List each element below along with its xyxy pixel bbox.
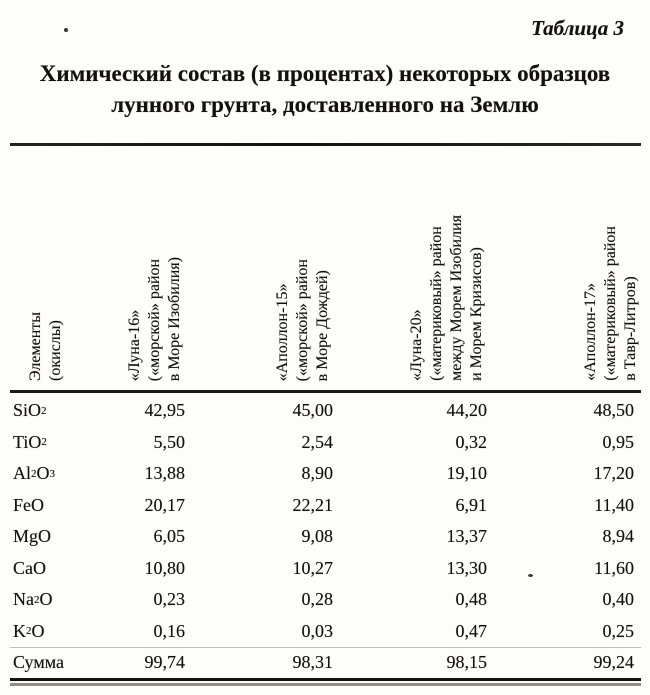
value-cell: 0,03 (301, 620, 333, 641)
table-bottom-rule-shadow (10, 683, 641, 686)
value-cell: 20,17 (144, 494, 185, 515)
value-cell: 9,08 (301, 526, 333, 547)
value-cell: 10,80 (144, 557, 185, 578)
document-title-line1: Химический состав (в процентах) некоторых образцов (39, 61, 611, 86)
rotated-header-text: «Аполлон-17» («материковый» район в Тавр-Литров) (582, 226, 639, 381)
element-formula: K 2 O (13, 620, 45, 641)
table-body (10, 393, 641, 647)
total-value-cell: 98,31 (292, 652, 333, 672)
table-row (10, 427, 641, 459)
total-value-cell: 98,15 (446, 652, 487, 672)
column-header-1 (110, 146, 185, 390)
element-formula: MgO (13, 526, 52, 547)
value-cell: 13,88 (144, 463, 185, 484)
total-value-cell: 99,74 (144, 652, 185, 672)
element-formula: Na 2 O (13, 589, 53, 610)
column-header-4 (487, 146, 641, 390)
document-title (8, 58, 642, 120)
value-cell: 19,10 (446, 463, 487, 484)
total-row (10, 648, 641, 677)
value-cell: 22,21 (292, 494, 333, 515)
value-cell: 0,23 (153, 589, 185, 610)
value-cell: 5,50 (153, 431, 185, 452)
column-header-3 (333, 146, 487, 390)
rotated-header-text: «Луна-16» («морской» район в Море Изобилия) (126, 256, 183, 381)
table-row (10, 458, 641, 490)
table-row (10, 395, 641, 427)
table-header-row (10, 146, 641, 393)
total-label: Сумма (13, 652, 64, 672)
value-cell: 0,28 (301, 589, 333, 610)
column-header-elements (10, 146, 110, 390)
table-row (10, 584, 641, 616)
value-cell: 0,95 (602, 431, 634, 452)
value-cell: 11,60 (594, 557, 634, 578)
value-cell: 44,20 (446, 400, 487, 421)
value-cell: 0,25 (602, 620, 634, 641)
rotated-header-text: Элементы (окислы) (27, 312, 64, 381)
document-title-line2: лунного грунта, доставленного на Землю (111, 92, 539, 118)
element-formula: CaO (13, 557, 46, 578)
value-cell: 0,47 (455, 620, 487, 641)
chemical-composition-table (10, 143, 641, 686)
value-cell: 6,91 (455, 494, 487, 515)
rotated-header-text: «Луна-20» («материковый» район между Морем Изобилия и Морем Кризисов) (408, 215, 485, 381)
table-row (10, 521, 641, 553)
value-cell: 45,00 (292, 400, 333, 421)
table-row (10, 616, 641, 648)
value-cell: 0,48 (455, 589, 487, 610)
value-cell: 48,50 (593, 400, 634, 421)
value-cell: 42,95 (144, 400, 185, 421)
total-value-cell: 99,24 (593, 652, 634, 672)
column-header-2 (185, 146, 333, 390)
value-cell: 6,05 (153, 526, 185, 547)
element-formula: TiO 2 (13, 431, 47, 452)
value-cell: 10,27 (292, 557, 333, 578)
table-row (10, 553, 641, 585)
table-bottom-rule (10, 678, 641, 681)
value-cell: 17,20 (593, 463, 634, 484)
value-cell: 8,94 (602, 526, 634, 547)
value-cell: 2,54 (301, 431, 333, 452)
value-cell: 8,90 (301, 463, 333, 484)
element-formula: Al 2 O 3 (13, 463, 55, 484)
rotated-header-text: «Аполлон-15» («морской» район в Море Дождей) (274, 258, 331, 381)
value-cell: 0,40 (602, 589, 634, 610)
scan-artifact-dot (64, 28, 68, 32)
value-cell: 11,40 (594, 494, 634, 515)
value-cell: 13,37 (446, 526, 487, 547)
value-cell: 0,32 (455, 431, 487, 452)
value-cell: 0,16 (153, 620, 185, 641)
table-number-label: Таблица 3 (531, 16, 624, 40)
element-formula: FeO (13, 494, 44, 515)
table-row (10, 490, 641, 522)
value-cell: 13,30 (446, 557, 487, 578)
element-formula: SiO 2 (13, 400, 47, 421)
